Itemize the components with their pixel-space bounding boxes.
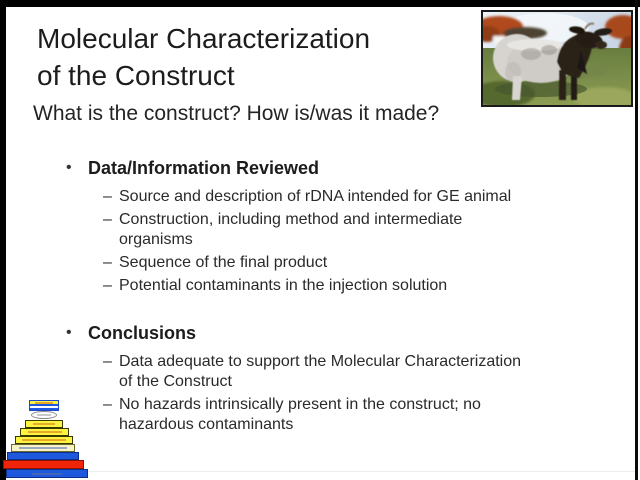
pyramid-layer-yellow-3 xyxy=(15,436,73,444)
list-item-text: Source and description of rDNA intended for GE animal xyxy=(119,188,512,205)
section-data-information-reviewed xyxy=(66,157,586,299)
top-letterbox-bar xyxy=(0,0,640,7)
goat-photo-illustration xyxy=(483,12,631,105)
slide-title xyxy=(37,20,370,94)
list-item-text: Potential contaminants in the injection solution xyxy=(119,277,448,294)
pyramid-layer-yellow-2 xyxy=(20,428,69,436)
bullet-icon: • xyxy=(66,324,72,341)
pyramid-oval-label xyxy=(31,411,57,419)
bullet-icon: • xyxy=(66,159,72,176)
list-item xyxy=(103,395,606,435)
list-item-text: Construction, including method and intermediate xyxy=(119,211,463,228)
section-items xyxy=(103,187,586,296)
slide-title-line1: Molecular Characterization xyxy=(37,23,371,54)
pyramid-layer-pale xyxy=(11,444,75,452)
pyramid-layer-red xyxy=(3,460,84,469)
slide-subtitle: What is the construct? How is/was it made? xyxy=(33,102,440,125)
risk-steps-pyramid xyxy=(0,398,100,480)
section-heading-row xyxy=(66,157,586,179)
dash-icon: – xyxy=(103,211,112,228)
list-item-text: organisms xyxy=(119,231,193,248)
dash-icon: – xyxy=(103,277,112,294)
list-item xyxy=(103,253,586,273)
pyramid-top-box xyxy=(29,400,59,411)
pyramid-layer-blue-2 xyxy=(6,469,88,478)
slide-bottom-edge xyxy=(6,471,635,472)
list-item-text: hazardous contaminants xyxy=(119,416,294,433)
list-item-text: No hazards intrinsically present in the construct; no xyxy=(119,396,481,413)
dash-icon: – xyxy=(103,353,112,370)
list-item-text: Sequence of the final product xyxy=(119,254,328,271)
right-letterbox-bar xyxy=(635,0,638,480)
goat-photo xyxy=(481,10,633,107)
list-item-text: of the Construct xyxy=(119,373,232,390)
dash-icon: – xyxy=(103,396,112,413)
section-heading-row xyxy=(66,322,606,344)
pyramid-layer-yellow-1 xyxy=(25,420,63,428)
section-conclusions xyxy=(66,322,606,438)
list-item xyxy=(103,187,586,207)
section-heading: Conclusions xyxy=(88,323,197,343)
list-item xyxy=(103,210,586,250)
list-item xyxy=(103,352,606,392)
pyramid-layer-blue-1 xyxy=(7,452,79,460)
list-item-text: Data adequate to support the Molecular Characterization xyxy=(119,353,522,370)
section-heading: Data/Information Reviewed xyxy=(88,158,320,178)
slide-title-line2: of the Construct xyxy=(37,60,235,91)
dash-icon: – xyxy=(103,188,112,205)
section-items xyxy=(103,352,606,435)
list-item xyxy=(103,276,586,296)
dash-icon: – xyxy=(103,254,112,271)
